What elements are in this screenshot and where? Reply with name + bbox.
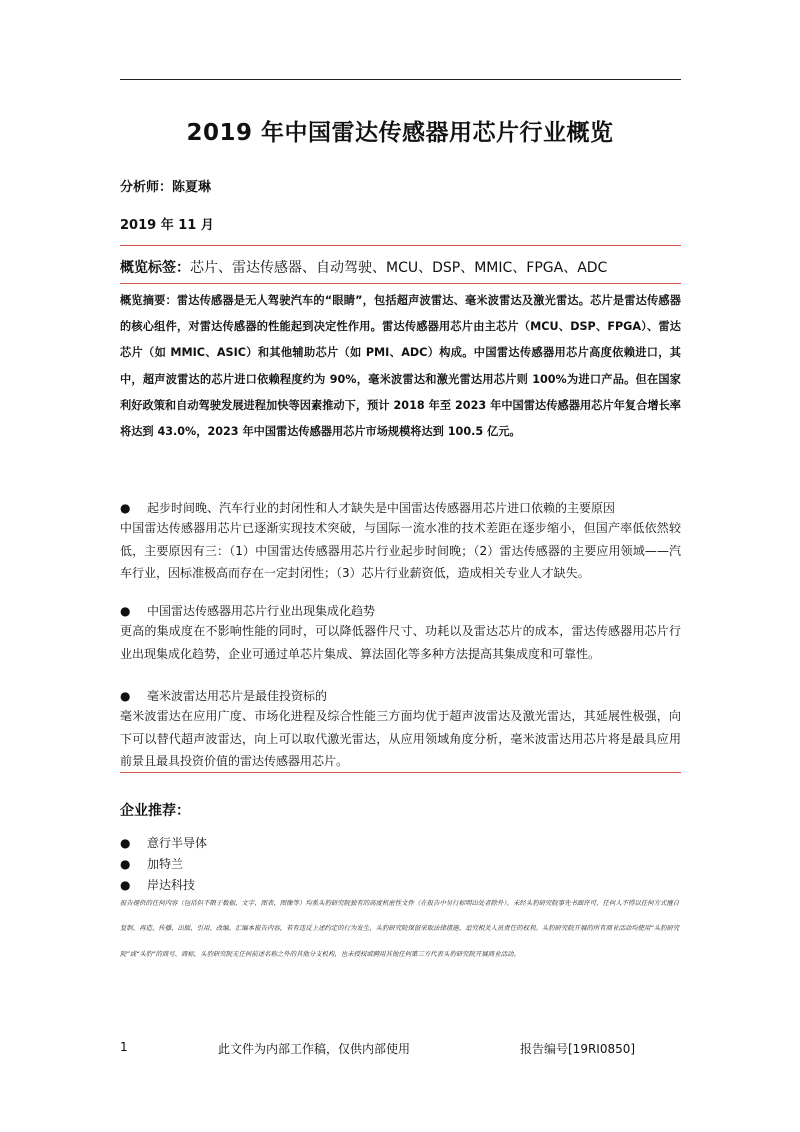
bullet-body-1: 中国雷达传感器用芯片已逐渐实现技术突破，与国际一流水准的技术差距在逐步缩小，但国产率低依然较低，主要原因有三：（1）中国雷达传感器用芯片行业起步时间晚；（2）雷达传感器的主要应用领域——汽车行业，因标准极高而存在一定封闭性；（3）芯片行业薪资低，造成相关专业人才缺失。 xyxy=(120,521,681,580)
analyst: 分析师：陈夏琳 xyxy=(120,180,212,195)
report-number: 报告编号[19RI0850] xyxy=(520,1042,636,1056)
bullet-heading-2 xyxy=(120,602,375,619)
tags-value: 芯片、雷达传感器、自动驾驶、MCU、DSP、MMIC、FPGA、ADC xyxy=(190,260,608,276)
bullet-icon: ● xyxy=(120,689,131,703)
bullet-heading-text: 中国雷达传感器用芯片行业出现集成化趋势 xyxy=(147,604,376,618)
bullet-icon: ● xyxy=(120,878,131,892)
bullet-heading-3 xyxy=(120,687,327,704)
bullet-body-3: 毫米波雷达在应用广度、市场化进程及综合性能三方面均优于超声波雷达及激光雷达，其延展性极强，向下可以替代超声波雷达，向上可以取代激光雷达，从应用领域角度分析，毫米波雷达用芯片将是最具应用前景且最具投资价值的雷达传感器用芯片。 xyxy=(120,709,681,768)
disclaimer: 报告提供的任何内容（包括但不限于数据、文字、图表、图像等）均系头豹研究院独有的高度机密性文件（在报告中另行标明出处者除外）。未经头豹研究院事先书面许可，任何人不得以任何方式擅自复制、再造、传播、出版、引用、改编、汇编本报告内容，若有违反上述约定的行为发生，头豹研究院保留采取法律措施、追究相关人员责任的权利。头豹研究院开展的所有商业活动均使用“头豹研究院”或“头豹”的商号、商标，头豹研究院无任何前述名称之外的其他分支机构，也未授权或聘用其他任何第三方代表头豹研究院开展商业活动。 xyxy=(120,899,680,958)
recommend-title: 企业推荐： xyxy=(120,803,190,819)
tags-label: 概览标签： xyxy=(120,260,190,276)
footer-note: 此文件为内部工作稿，仅供内部使用 xyxy=(218,1042,411,1056)
recommend-item: ● 加特兰 xyxy=(120,857,184,871)
recommend-item: ● 意行半导体 xyxy=(120,836,208,850)
bullet-icon: ● xyxy=(120,604,131,618)
page-number: 1 xyxy=(120,1040,128,1054)
bullet-icon: ● xyxy=(120,857,131,871)
divider xyxy=(120,245,681,246)
bullet-heading-text: 毫米波雷达用芯片是最佳投资标的 xyxy=(147,689,328,703)
top-rule xyxy=(120,79,681,80)
page-title: 2019 年中国雷达传感器用芯片行业概览 xyxy=(186,120,614,146)
bullet-icon: ● xyxy=(120,836,131,850)
bullet-body-2: 更高的集成度在不影响性能的同时，可以降低器件尺寸、功耗以及雷达芯片的成本，雷达传感器用芯片行业出现集成化趋势，企业可通过单芯片集成、算法固化等多种方法提高其集成度和可靠性。 xyxy=(120,624,681,661)
overview-tags xyxy=(120,257,607,277)
bullet-icon: ● xyxy=(120,501,131,515)
bullet-heading-text: 起步时间晚、汽车行业的封闭性和人才缺失是中国雷达传感器用芯片进口依赖的主要原因 xyxy=(147,501,616,515)
recommend-item: ● 岸达科技 xyxy=(120,878,196,892)
divider xyxy=(120,283,681,284)
bullet-heading-1 xyxy=(120,499,615,516)
report-date: 2019 年 11 月 xyxy=(120,218,214,233)
overview-summary: 概览摘要：雷达传感器是无人驾驶汽车的“眼睛”，包括超声波雷达、毫米波雷达及激光雷达。芯片是雷达传感器的核心组件，对雷达传感器的性能起到决定性作用。雷达传感器用芯片由主芯片（MCU、DSP、FPGA）、雷达芯片（如 MMIC、ASIC）和其他辅助芯片（如 PMI、ADC）构成。中国雷达传感器用芯片高度依赖进口，其中，超声波雷达的芯片进口依赖程度约为 90%，毫米波雷达和激光雷达用芯片则 100%为进口产品。但在国家利好政策和自动驾驶发展进程加快等因素推动下，预计 2018 年至 2023 年中国雷达传感器用芯片年复合增长率将达到 43.0%，2023 年中国雷达传感器用芯片市场规模将达到 100.5 亿元。 xyxy=(120,294,681,439)
divider xyxy=(120,772,681,773)
